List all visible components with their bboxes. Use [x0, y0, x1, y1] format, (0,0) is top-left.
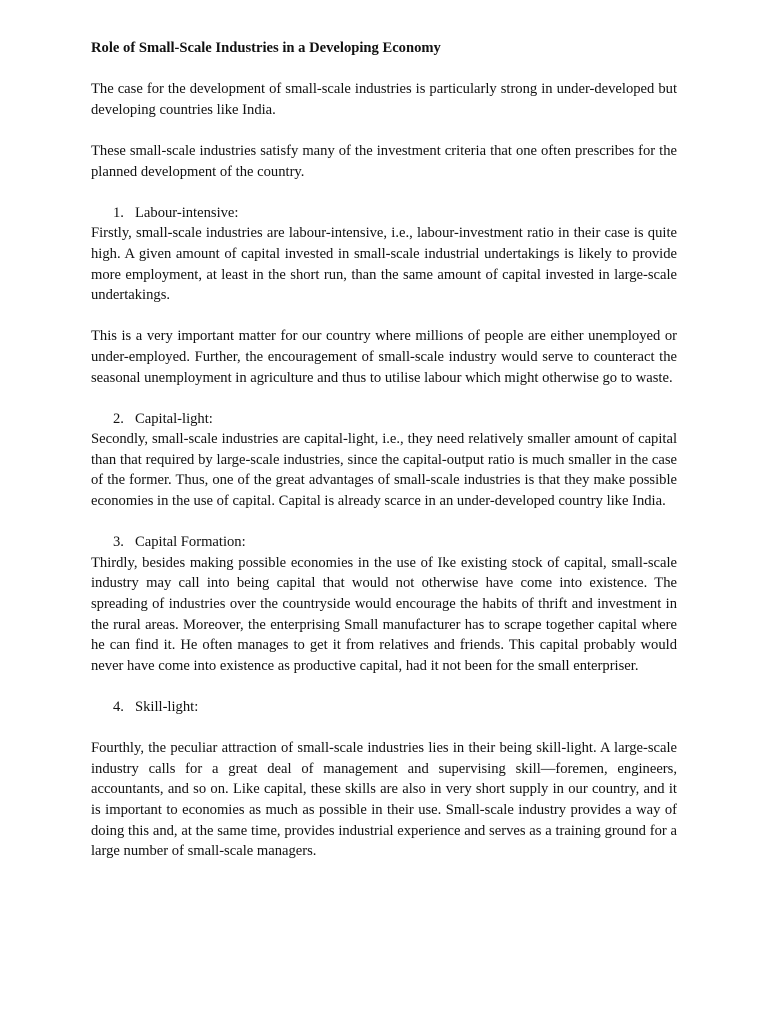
section-heading-text: Capital Formation: — [135, 534, 246, 551]
section-number: 2. — [113, 410, 124, 427]
section-number: 4. — [113, 699, 124, 715]
document-title: Role of Small-Scale Industries in a Developing Economy — [91, 40, 441, 56]
section-capital-light — [91, 409, 677, 512]
section-heading-text: Skill-light: — [135, 699, 199, 715]
section-capital-formation — [91, 532, 677, 676]
document-page — [91, 38, 677, 882]
section-skill-light — [91, 697, 677, 862]
section-labour-intensive — [91, 203, 677, 388]
section-paragraph: Secondly, small-scale industries are capital-light, i.e., they need relatively smaller amount of capital than that required by large-scale industries, since the capital-output ratio is much smaller in the case of the former. Thus, one of the great advantages of small-scale industries is that they make possible economies in the use of capital. Capital is already scarce in an under-developed country like India. — [91, 431, 677, 510]
section-paragraph: Firstly, small-scale industries are labour-intensive, i.e., labour-investment ratio in their case is quite high. A given amount of capital invested in small-scale industrial undertakings is likely to provide more employment, at least in the short run, than the same amount of capital invested in large-scale undertakings. — [91, 225, 677, 304]
section-paragraph: This is a very important matter for our country where millions of people are either unemployed or under-employed. Further, the encouragement of small-scale industry would serve to counteract the seasonal unemployment in agriculture and thus to utilise labour which might otherwise go to waste. — [91, 328, 677, 386]
section-heading — [91, 203, 677, 224]
section-heading — [91, 532, 677, 553]
intro-paragraph-2: These small-scale industries satisfy many of the investment criteria that one often prescribes for the planned development of the country. — [91, 142, 677, 180]
section-heading-text: Labour-intensive: — [135, 204, 239, 221]
section-number: 3. — [113, 534, 124, 551]
section-paragraph: Fourthly, the peculiar attraction of small-scale industries lies in their being skill-light. A large-scale industry calls for a great deal of management and supervising skill—foremen, engineers, accountants, and so on. Like capital, these skills are also in very short supply in our country, and it is important to economies as much as possible in their use. Small-scale industry provides a way of doing this and, at the same time, provides industrial experience and serves as a training ground for a large number of small-scale managers. — [91, 740, 677, 860]
intro-paragraph-1: The case for the development of small-scale industries is particularly strong in under-developed but developing countries like India. — [91, 81, 677, 118]
section-number: 1. — [113, 204, 124, 221]
section-heading-text: Capital-light: — [135, 410, 213, 427]
section-paragraph: Thirdly, besides making possible economies in the use of Ike existing stock of capital, small-scale industry may call into being capital that would not otherwise have come into existence. The spreading of industries over the countryside would encourage the habits of thrift and investment in the rural areas. Moreover, the enterprising Small manufacturer has to scrape together capital where he can find it. He often manages to get it from relatives and friends. This capital probably would never have come into existence as productive capital, had it not been for the small enterpriser. — [91, 554, 677, 674]
section-heading — [91, 697, 677, 718]
section-heading — [91, 409, 677, 430]
